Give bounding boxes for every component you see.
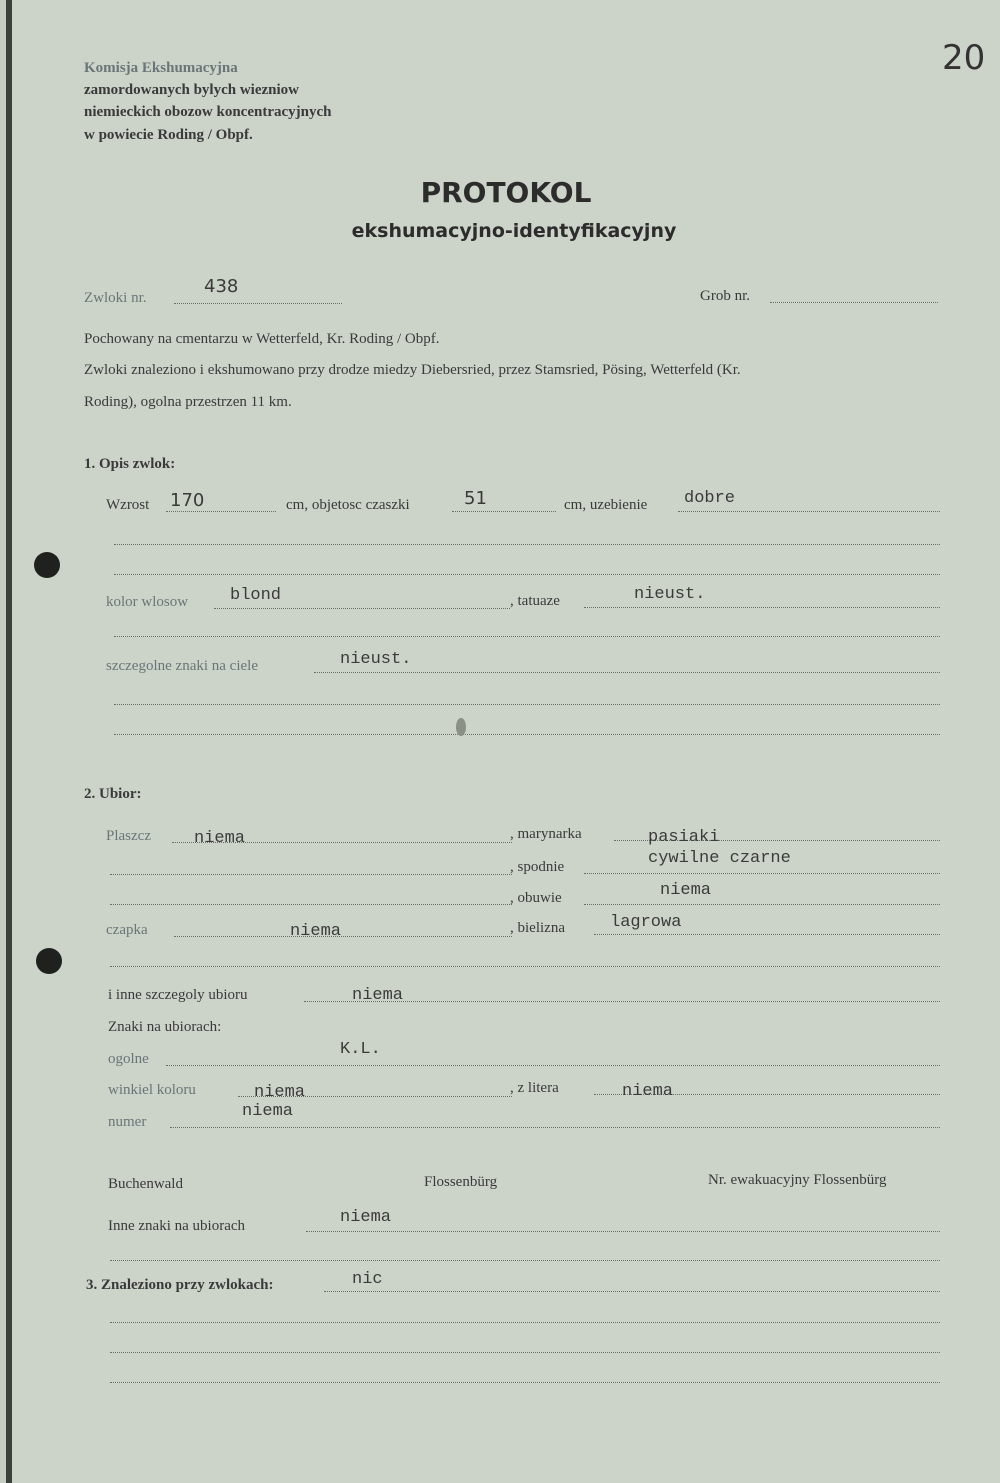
winkiel-label: winkiel koloru <box>108 1082 196 1098</box>
header-line-4: w powiecie Roding / Obpf. <box>84 127 253 143</box>
znaki-ubiorach-heading: Znaki na ubiorach: <box>108 1019 222 1035</box>
header-line-2: zamordowanych bylych wiezniow <box>84 82 299 98</box>
znaleziono-line-2: Roding), ogolna przestrzen 11 km. <box>84 394 292 410</box>
blank-line-8 <box>110 966 940 967</box>
kolor-line <box>214 608 510 609</box>
page-number: 20 <box>942 38 986 78</box>
znaleziono-value: nic <box>352 1270 383 1289</box>
blank-line-3 <box>114 636 940 637</box>
opis-heading: 1. Opis zwlok: <box>84 456 176 472</box>
blank-line-6 <box>110 874 512 875</box>
czapka-value: niema <box>290 922 342 941</box>
spodnie-value: cywilne czarne <box>648 849 791 868</box>
pochowany-text: Pochowany na cmentarzu w Wetterfeld, Kr. Roding / Obpf. <box>84 331 440 347</box>
tatuaze-value: nieust. <box>634 585 706 604</box>
kolor-label: kolor wlosow <box>106 594 189 610</box>
blank-line-11 <box>110 1352 940 1353</box>
blank-line-12 <box>110 1382 940 1383</box>
flossenburg-label: Flossenbürg <box>424 1174 498 1190</box>
marynarka-value: pasiaki <box>648 828 720 847</box>
obuwie-value: niema <box>660 881 712 900</box>
wzrost-value: 170 <box>170 490 205 511</box>
znaki-ciele-label: szczegolne znaki na ciele <box>106 658 258 674</box>
obuwie-label: , obuwie <box>510 890 562 906</box>
blank-line-5 <box>114 734 940 735</box>
document-title: PROTOKOL <box>420 176 592 209</box>
blank-line-4 <box>114 704 940 705</box>
ogolne-line <box>166 1065 940 1066</box>
znaleziono-line-1: Zwloki znaleziono i ekshumowano przy drodze miedzy Diebersried, przez Stamsried, Pösing, Wetterfeld (Kr. <box>84 362 741 378</box>
czaszka-line <box>452 511 556 512</box>
tatuaze-line <box>584 607 940 608</box>
grob-label: Grob nr. <box>700 288 750 304</box>
ink-mark <box>456 718 466 736</box>
blank-line-1 <box>114 544 940 545</box>
ogolne-value: K.L. <box>340 1040 381 1059</box>
numer-label: numer <box>108 1114 147 1130</box>
spodnie-label: , spodnie <box>510 859 565 875</box>
punch-hole-top <box>34 552 60 578</box>
cm-czaszka-label: cm, objetosc czaszki <box>286 497 410 513</box>
znaki-ciele-line <box>314 672 940 673</box>
header-line-3: niemieckich obozow koncentracyjnych <box>84 104 332 120</box>
litera-label: , z litera <box>510 1080 559 1096</box>
grob-line <box>770 302 938 303</box>
czaszka-value: 51 <box>464 488 487 509</box>
inne-znaki-line <box>306 1231 940 1232</box>
wzrost-label: Wzrost <box>106 497 150 513</box>
zwloki-value: 438 <box>204 276 239 297</box>
tatuaze-label: , tatuaze <box>510 593 560 609</box>
bielizna-value: lagrowa <box>610 913 682 932</box>
wzrost-line <box>166 511 276 512</box>
inne-szczegoly-label: i inne szczegoly ubioru <box>108 987 248 1003</box>
litera-value: niema <box>622 1082 674 1101</box>
czapka-label: czapka <box>106 922 148 938</box>
punch-hole-bottom <box>36 948 62 974</box>
plaszcz-value: niema <box>194 829 246 848</box>
znaleziono-heading: 3. Znaleziono przy zwlokach: <box>86 1277 274 1293</box>
inne-szczegoly-value: niema <box>352 986 404 1005</box>
kolor-value: blond <box>230 586 282 605</box>
ubior-heading: 2. Ubior: <box>84 786 142 802</box>
document-page <box>6 0 1000 1483</box>
blank-line-2 <box>114 574 940 575</box>
blank-line-9 <box>110 1260 940 1261</box>
marynarka-label: , marynarka <box>510 826 582 842</box>
buchenwald-label: Buchenwald <box>108 1176 183 1192</box>
blank-line-7 <box>110 904 512 905</box>
zwloki-line <box>174 303 342 304</box>
spodnie-line <box>584 873 940 874</box>
numer-line <box>170 1127 940 1128</box>
plaszcz-label: Plaszcz <box>106 828 151 844</box>
bielizna-line <box>594 934 940 935</box>
znaki-ciele-value: nieust. <box>340 650 412 669</box>
numer-value: niema <box>242 1102 294 1121</box>
czapka-line <box>174 936 512 937</box>
blank-line-10 <box>110 1322 940 1323</box>
header-line-1: Komisja Ekshumacyjna <box>84 60 238 76</box>
cm-uzebienie-label: cm, uzebienie <box>564 497 648 513</box>
inne-znaki-value: niema <box>340 1208 392 1227</box>
znaleziono-line <box>324 1291 940 1292</box>
ewakuacyjny-label: Nr. ewakuacyjny Flossenbürg <box>708 1172 887 1188</box>
ogolne-label: ogolne <box>108 1051 149 1067</box>
document-subtitle: ekshumacyjno-identyfikacyjny <box>351 220 677 242</box>
obuwie-line <box>584 904 940 905</box>
zwloki-label: Zwloki nr. <box>84 290 147 306</box>
winkiel-value: niema <box>254 1083 306 1102</box>
uzebienie-value: dobre <box>684 489 736 508</box>
uzebienie-line <box>678 511 940 512</box>
bielizna-label: , bielizna <box>510 920 565 936</box>
inne-znaki-label: Inne znaki na ubiorach <box>108 1218 246 1234</box>
